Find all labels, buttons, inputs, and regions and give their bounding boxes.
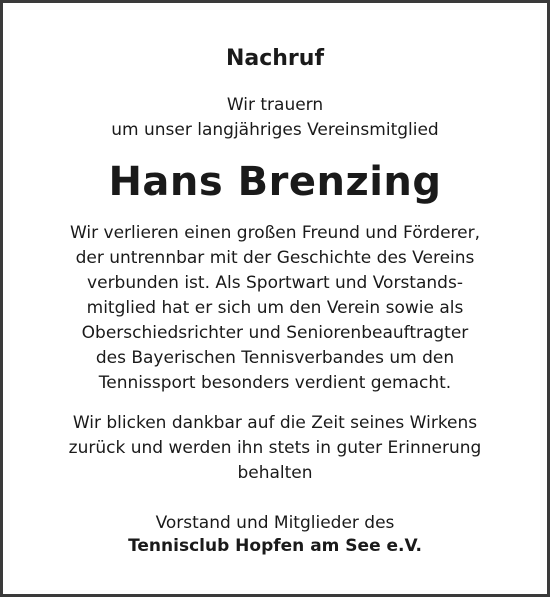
paragraph-line: behalten [237, 463, 313, 483]
paragraph-line: mitglied hat er sich um den Verein sowie als [86, 298, 464, 318]
paragraph-line: der untrennbar mit der Geschichte des Vereins [75, 248, 475, 268]
paragraph-line: zurück und werden ihn stets in guter Erinnerung [68, 438, 482, 458]
paragraph-line: Tennissport besonders verdient gemacht. [98, 373, 452, 393]
gratitude-paragraph [23, 411, 527, 486]
paragraph-line: Oberschiedsrichter und Seniorenbeauftragter [81, 323, 469, 343]
deceased-name: Hans Brenzing [108, 159, 442, 205]
intro-line: um unser langjähriges Vereinsmitglied [111, 120, 439, 140]
notice-title: Nachruf [225, 46, 325, 71]
tribute-paragraph [23, 221, 527, 396]
paragraph-line: Wir verlieren einen großen Freund und Förderer, [69, 223, 481, 243]
signature-line: Vorstand und Mitglieder des [155, 513, 395, 533]
paragraph-line: des Bayerischen Tennisverbandes um den [95, 348, 455, 368]
intro-line: Wir trauern [226, 95, 324, 115]
intro-text [23, 93, 527, 143]
club-name: Tennisclub Hopfen am See e.V. [128, 536, 422, 556]
paragraph-line: Wir blicken dankbar auf die Zeit seines Wirkens [72, 413, 478, 433]
paragraph-line: verbunden ist. Als Sportwart und Vorstands- [87, 273, 463, 293]
